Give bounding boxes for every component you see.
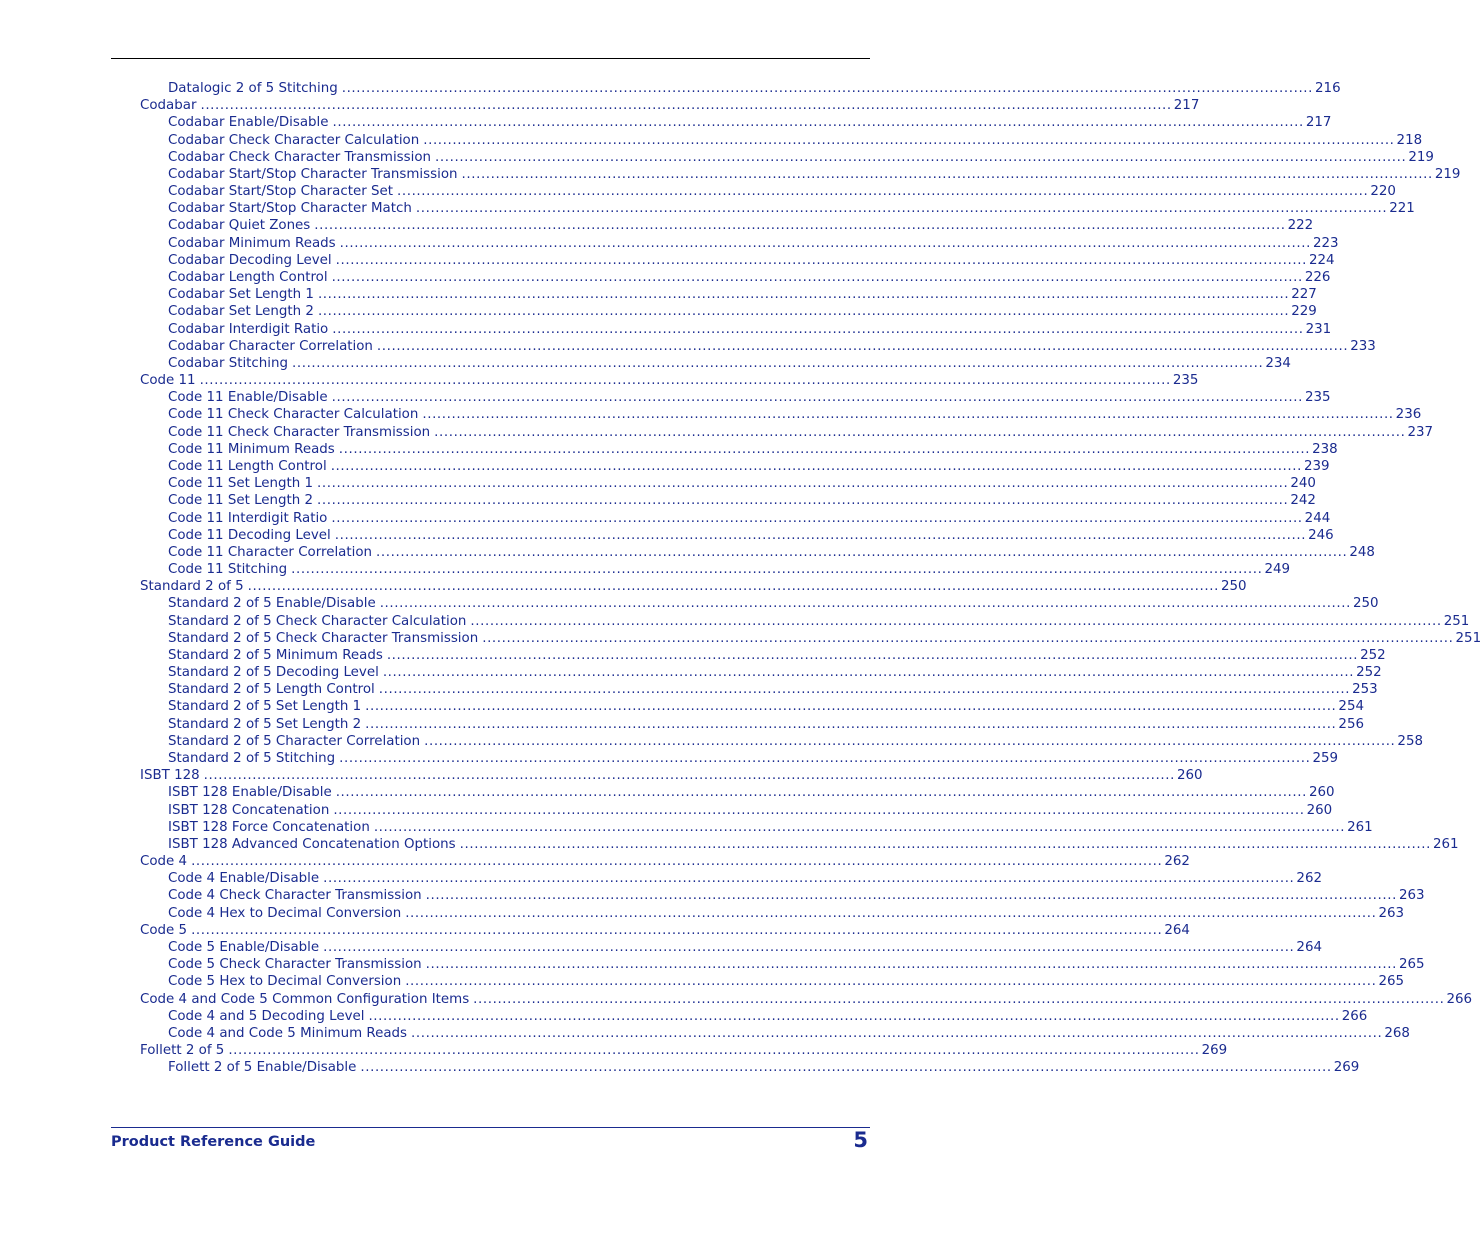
toc-entry-label: Code 4 and Code 5 Common Configuration Items [140,991,470,1007]
toc-entry-label: Code 4 [140,854,188,870]
toc-entry-page: 251 [1443,613,1470,629]
toc-subsection-entry[interactable] [168,956,1425,973]
toc-leader-dots: ........................................................................................................................................................................................................ [373,819,1346,835]
toc-entry-page: 238 [1312,441,1338,457]
toc-entry-page: 236 [1395,407,1422,423]
toc-entry-label: Standard 2 of 5 Check Character Transmission [168,630,479,646]
toc-leader-dots: ........................................................................................................................................................................................................ [334,527,1307,543]
toc-subsection-entry[interactable] [168,1025,1410,1042]
toc-leader-dots: ........................................................................................................................................................................................................ [379,596,1351,612]
toc-leader-dots: ........................................................................................................................................................................................................ [191,922,1163,938]
toc-leader-dots: ........................................................................................................................................................................................................ [482,630,1454,646]
toc-entry-page: 268 [1384,1025,1410,1041]
toc-subsection-entry[interactable] [168,183,1396,200]
toc-subsection-entry[interactable] [168,733,1423,750]
toc-entry-label: Codabar Character Correlation [168,338,373,354]
toc-leader-dots: ........................................................................................................................................................................................................ [331,269,1303,285]
toc-entry-page: 261 [1432,836,1459,852]
toc-entry-page: 244 [1304,510,1331,526]
toc-leader-dots: ........................................................................................................................................................................................................ [335,252,1307,268]
toc-leader-dots: ........................................................................................................................................................................................................ [378,682,1351,698]
toc-leader-dots: ........................................................................................................................................................................................................ [335,785,1307,801]
toc-entry-label: Codabar Start/Stop Character Set [168,184,393,200]
toc-entry-page: 235 [1172,373,1199,389]
toc-subsection-entry[interactable] [168,269,1331,286]
toc-subsection-entry[interactable] [168,80,1341,97]
toc-entry-label: Standard 2 of 5 Character Correlation [168,733,421,749]
toc-entry-page: 261 [1347,819,1373,835]
toc-entry-label: Follett 2 of 5 Enable/Disable [168,1060,357,1076]
toc-entry-page: 223 [1312,235,1339,251]
toc-subsection-entry[interactable] [168,389,1331,406]
toc-entry-label: Standard 2 of 5 Decoding Level [168,665,379,681]
toc-subsection-entry[interactable] [168,441,1338,458]
toc-subsection-entry[interactable] [168,355,1291,372]
toc-subsection-entry[interactable] [168,1008,1368,1025]
toc-subsection-entry[interactable] [168,595,1379,612]
toc-leader-dots: ........................................................................................................................................................................................................ [405,905,1377,921]
toc-subsection-entry[interactable] [168,630,1481,647]
toc-entry-label: Codabar Check Character Calculation [168,132,420,148]
toc-entry-page: 218 [1396,132,1423,148]
toc-entry-page: 263 [1378,905,1405,921]
toc-leader-dots: ........................................................................................................................................................................................................ [405,974,1377,990]
toc-entry-label: Standard 2 of 5 Set Length 2 [168,716,362,732]
toc-leader-dots: ........................................................................................................................................................................................................ [425,888,1397,904]
toc-subsection-entry[interactable] [168,664,1382,681]
toc-entry-label: Codabar Quiet Zones [168,218,311,234]
toc-entry-label: Code 11 Set Length 2 [168,493,314,509]
toc-entry-page: 262 [1296,871,1322,887]
toc-section-entry[interactable] [140,922,1190,939]
toc-entry-page: 264 [1296,940,1322,955]
toc-entry-label: ISBT 128 Enable/Disable [168,785,332,801]
toc-entry-label: Code 11 Enable/Disable [168,390,328,406]
toc-leader-dots: ........................................................................................................................................................................................................ [332,321,1304,337]
toc-subsection-entry[interactable] [168,836,1459,853]
toc-leader-dots: ........................................................................................................................................................................................................ [323,871,1295,887]
toc-leader-dots: ........................................................................................................................................................................................................ [317,287,1290,303]
toc-entry-label: Follett 2 of 5 [140,1043,225,1059]
toc-subsection-entry[interactable] [168,527,1334,544]
toc-entry-page: 222 [1287,218,1314,234]
toc-leader-dots: ........................................................................................................................................................................................................ [470,613,1442,629]
toc-subsection-entry[interactable] [168,887,1425,904]
toc-entry-label: Codabar Set Length 1 [168,287,314,303]
toc-entry-label: Code 4 Hex to Decimal Conversion [168,905,402,921]
toc-entry-page: 252 [1360,647,1386,663]
toc-entry-label: Code 5 Enable/Disable [168,940,320,955]
toc-subsection-entry[interactable] [168,716,1364,733]
toc-section-entry[interactable] [140,97,1200,114]
toc-leader-dots: ........................................................................................................................................................................................................ [434,424,1406,440]
toc-entry-label: Code 11 Stitching [168,562,288,578]
toc-subsection-entry[interactable] [168,905,1405,922]
toc-entry-page: 250 [1353,596,1379,612]
toc-leader-dots: ........................................................................................................................................................................................................ [199,373,1171,389]
toc-entry-label: Code 11 Check Character Calculation [168,407,419,423]
toc-entry-page: 217 [1305,115,1332,131]
toc-leader-dots: ........................................................................................................................................................................................................ [317,304,1290,320]
toc-leader-dots: ........................................................................................................................................................................................................ [333,802,1305,818]
toc-entry-label: ISBT 128 Concatenation [168,802,330,818]
toc-entry-label: Code 11 Character Correlation [168,544,373,560]
toc-entry-page: 246 [1308,527,1334,543]
toc-entry-label: Code 5 Check Character Transmission [168,957,422,973]
toc-subsection-entry[interactable] [168,303,1317,320]
toc-section-entry[interactable] [140,1042,1228,1059]
toc-entry-label: Code 11 Minimum Reads [168,441,335,457]
toc-leader-dots: ........................................................................................................................................................................................................ [191,854,1163,870]
toc-subsection-entry[interactable] [168,406,1422,423]
toc-entry-page: 258 [1397,733,1423,749]
toc-subsection-entry[interactable] [168,544,1375,561]
toc-entry-label: Codabar Interdigit Ratio [168,321,329,337]
toc-entry-label: Code 4 and Code 5 Minimum Reads [168,1025,408,1041]
toc-entry-label: Codabar Start/Stop Character Match [168,201,412,217]
toc-leader-dots: ........................................................................................................................................................................................................ [332,115,1304,131]
toc-entry-label: Code 11 Set Length 1 [168,476,314,492]
toc-entry-label: Standard 2 of 5 Minimum Reads [168,647,383,663]
toc-leader-dots: ........................................................................................................................................................................................................ [365,716,1337,732]
toc-subsection-entry[interactable] [168,321,1332,338]
toc-entry-label: ISBT 128 Advanced Concatenation Options [168,836,456,852]
toc-entry-page: 240 [1290,476,1316,492]
toc-entry-label: Codabar Minimum Reads [168,235,336,251]
toc-leader-dots: ........................................................................................................................................................................................................ [360,1060,1332,1076]
toc-entry-page: 269 [1201,1043,1228,1059]
toc-subsection-entry[interactable] [168,114,1332,131]
toc-entry-label: Standard 2 of 5 Enable/Disable [168,596,376,612]
toc-leader-dots: ........................................................................................................................................................................................................ [424,733,1396,749]
toc-entry-page: 235 [1304,390,1331,406]
toc-leader-dots: ........................................................................................................................................................................................................ [376,544,1348,560]
toc-section-entry[interactable] [140,578,1247,595]
toc-leader-dots: ........................................................................................................................................................................................................ [331,510,1303,526]
toc-subsection-entry[interactable] [168,647,1386,664]
toc-subsection-entry[interactable] [168,166,1461,183]
header-rule [111,58,870,59]
toc-subsection-entry[interactable] [168,613,1470,630]
toc-entry-label: Codabar Enable/Disable [168,115,329,131]
toc-leader-dots: ........................................................................................................................................................................................................ [203,768,1175,784]
toc-entry-page: 221 [1389,201,1415,217]
footer-page-number: 5 [853,1128,868,1152]
toc-entry-label: Standard 2 of 5 Stitching [168,751,336,767]
toc-leader-dots: ........................................................................................................................................................................................................ [415,201,1388,217]
toc-entry-label: Standard 2 of 5 Set Length 1 [168,699,362,715]
toc-entry-page: 252 [1356,665,1382,681]
toc-entry-page: 260 [1309,785,1335,801]
toc-entry-label: Codabar Decoding Level [168,252,332,268]
toc-entry-page: 219 [1434,166,1461,182]
toc-subsection-entry[interactable] [168,235,1339,252]
toc-leader-dots: ........................................................................................................................................................................................................ [382,665,1355,681]
toc-entry-page: 227 [1291,287,1317,303]
toc-entry-page: 216 [1315,81,1341,96]
toc-entry-page: 260 [1306,802,1333,818]
toc-entry-label: Code 5 [140,922,188,938]
toc-leader-dots: ........................................................................................................................................................................................................ [317,476,1289,492]
toc-subsection-entry[interactable] [168,561,1290,578]
footer-title: Product Reference Guide [111,1134,316,1150]
toc-entry-page: 269 [1333,1060,1360,1076]
toc-entry-page: 233 [1350,338,1376,354]
toc-entry-label: Codabar [140,98,197,114]
toc-subsection-entry[interactable] [168,510,1331,527]
toc-entry-page: 231 [1305,321,1332,337]
toc-entry-page: 249 [1264,562,1290,578]
toc-leader-dots: ........................................................................................................................................................................................................ [386,647,1359,663]
toc-leader-dots: ........................................................................................................................................................................................................ [397,184,1369,200]
toc-subsection-entry[interactable] [168,286,1317,303]
toc-entry-page: 237 [1407,424,1434,440]
toc-leader-dots: ........................................................................................................................................................................................................ [423,132,1395,148]
toc-entry-label: Codabar Stitching [168,355,288,371]
toc-subsection-entry[interactable] [168,132,1423,149]
toc-leader-dots: ........................................................................................................................................................................................................ [435,149,1407,165]
toc-entry-label: Standard 2 of 5 Check Character Calculation [168,613,467,629]
toc-section-entry[interactable] [140,853,1190,870]
toc-entry-page: 242 [1290,493,1316,509]
toc-leader-dots: ........................................................................................................................................................................................................ [459,836,1431,852]
toc-subsection-entry[interactable] [168,200,1415,217]
footer-rule [111,1127,870,1128]
toc-subsection-entry[interactable] [168,784,1335,801]
toc-leader-dots: ........................................................................................................................................................................................................ [365,699,1337,715]
toc-entry-page: 260 [1176,768,1203,784]
toc-entry-page: 217 [1173,98,1200,114]
toc-entry-label: Standard 2 of 5 Length Control [168,682,375,698]
toc-entry-label: Standard 2 of 5 [140,579,244,595]
toc-entry-page: 239 [1304,458,1330,474]
toc-entry-label: Code 4 and 5 Decoding Level [168,1008,365,1024]
toc-entry-label: ISBT 128 [140,768,200,784]
toc-subsection-entry[interactable] [168,819,1373,836]
toc-leader-dots: ........................................................................................................................................................................................................ [339,751,1311,767]
toc-subsection-entry[interactable] [168,1059,1360,1076]
toc-leader-dots: ........................................................................................................................................................................................................ [292,355,1264,371]
toc-entry-label: Codabar Start/Stop Character Transmission [168,166,458,182]
toc-leader-dots: ........................................................................................................................................................................................................ [314,218,1286,234]
toc-subsection-entry[interactable] [168,870,1322,887]
toc-entry-page: 234 [1265,355,1291,371]
toc-leader-dots: ........................................................................................................................................................................................................ [341,81,1314,96]
toc-leader-dots: ........................................................................................................................................................................................................ [376,338,1349,354]
toc-subsection-entry[interactable] [168,458,1330,475]
toc-subsection-entry[interactable] [168,681,1378,698]
toc-entry-label: Datalogic 2 of 5 Stitching [168,81,338,96]
toc-subsection-entry[interactable] [168,698,1364,715]
toc-subsection-entry[interactable] [168,217,1314,234]
toc-entry-page: 265 [1378,974,1405,990]
toc-entry-label: Code 4 Check Character Transmission [168,888,422,904]
toc-leader-dots: ........................................................................................................................................................................................................ [338,441,1311,457]
toc-leader-dots: ........................................................................................................................................................................................................ [291,562,1263,578]
toc-entry-page: 264 [1164,922,1190,938]
toc-leader-dots: ........................................................................................................................................................................................................ [422,407,1394,423]
toc-subsection-entry[interactable] [168,750,1339,767]
toc-entry-page: 219 [1408,149,1434,165]
toc-entry-page: 253 [1352,682,1378,698]
toc-leader-dots: ........................................................................................................................................................................................................ [473,991,1445,1007]
toc-entry-page: 224 [1308,252,1335,268]
toc-subsection-entry[interactable] [168,424,1434,441]
toc-entry-label: Code 5 Hex to Decimal Conversion [168,974,402,990]
toc-entry-label: Code 11 Interdigit Ratio [168,510,328,526]
toc-entry-page: 250 [1220,579,1247,595]
toc-leader-dots: ........................................................................................................................................................................................................ [317,493,1289,509]
toc-subsection-entry[interactable] [168,338,1376,355]
toc-entry-label: Code 11 Check Character Transmission [168,424,431,440]
toc-entry-page: 220 [1370,184,1396,200]
toc-subsection-entry[interactable] [168,475,1316,492]
toc-entry-page: 262 [1164,854,1190,870]
toc-leader-dots: ........................................................................................................................................................................................................ [461,166,1433,182]
toc-entry-label: ISBT 128 Force Concatenation [168,819,370,835]
toc-entry-page: 256 [1338,716,1364,732]
toc-entry-label: Codabar Set Length 2 [168,304,314,320]
toc-leader-dots: ........................................................................................................................................................................................................ [200,98,1172,114]
toc-leader-dots: ........................................................................................................................................................................................................ [425,957,1397,973]
toc-leader-dots: ........................................................................................................................................................................................................ [228,1043,1200,1059]
toc-entry-page: 251 [1455,630,1481,646]
toc-section-entry[interactable] [140,991,1473,1008]
toc-leader-dots: ........................................................................................................................................................................................................ [411,1025,1383,1041]
toc-entry-page: 266 [1446,991,1473,1007]
toc-leader-dots: ........................................................................................................................................................................................................ [330,458,1302,474]
toc-entry-label: Code 11 Length Control [168,458,327,474]
toc-leader-dots: ........................................................................................................................................................................................................ [331,390,1303,406]
toc-subsection-entry[interactable] [168,939,1322,956]
toc-entry-page: 248 [1349,544,1375,560]
toc-entry-page: 259 [1312,751,1339,767]
toc-subsection-entry[interactable] [168,802,1333,819]
toc-entry-label: Codabar Check Character Transmission [168,149,432,165]
toc-entry-label: Code 11 [140,373,196,389]
toc-entry-label: Code 11 Decoding Level [168,527,331,543]
toc-entry-page: 229 [1291,304,1317,320]
toc-entry-label: Code 4 Enable/Disable [168,871,320,887]
toc-entry-page: 265 [1398,957,1425,973]
toc-section-entry[interactable] [140,767,1203,784]
toc-subsection-entry[interactable] [168,973,1405,990]
toc-entry-page: 226 [1304,269,1331,285]
toc-entry-page: 266 [1341,1008,1368,1024]
toc-subsection-entry[interactable] [168,492,1316,509]
toc-section-entry[interactable] [140,372,1199,389]
toc-entry-page: 254 [1338,699,1364,715]
toc-leader-dots: ........................................................................................................................................................................................................ [339,235,1311,251]
toc-entry-label: Codabar Length Control [168,269,328,285]
toc-leader-dots: ........................................................................................................................................................................................................ [368,1008,1340,1024]
toc-subsection-entry[interactable] [168,149,1434,166]
toc-leader-dots: ........................................................................................................................................................................................................ [323,940,1295,955]
toc-entry-page: 263 [1398,888,1425,904]
toc-leader-dots: ........................................................................................................................................................................................................ [247,579,1219,595]
toc-subsection-entry[interactable] [168,252,1335,269]
